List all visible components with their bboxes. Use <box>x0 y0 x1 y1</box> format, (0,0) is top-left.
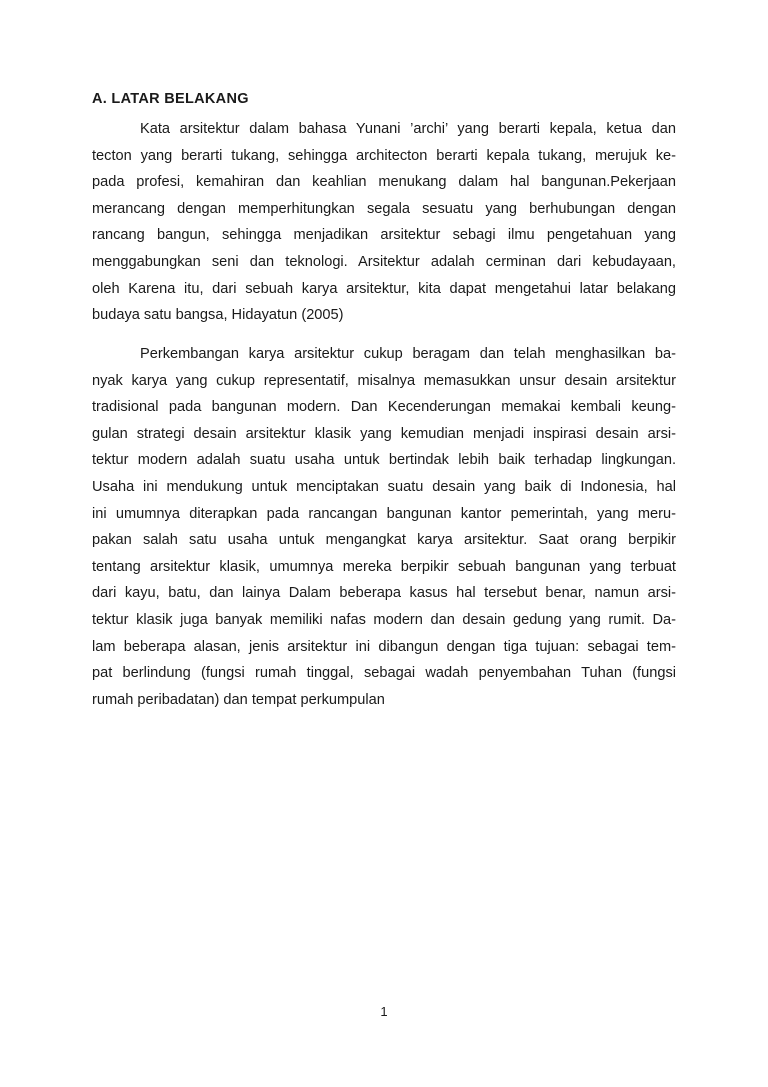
paragraph-line: merancang dengan memperhitungkan segala sesuatu yang berhubungan dengan <box>92 200 676 217</box>
paragraph-line: rumah peribadatan) dan tempat perkumpulan <box>92 691 385 708</box>
paragraph-line: budaya satu bangsa, Hidayatun (2005) <box>92 307 344 324</box>
paragraph-line: pakan salah satu usaha untuk mengangkat karya arsitektur. Saat orang berpikir <box>92 532 676 549</box>
paragraph-1 <box>92 116 676 329</box>
paragraph-line: gulan strategi desain arsitektur klasik yang kemudian menjadi inspirasi desain arsi- <box>92 425 676 442</box>
paragraph-line: tradisional pada bangunan modern. Dan Kecenderungan memakai kembali keung- <box>92 399 676 416</box>
paragraph-line: oleh Karena itu, dari sebuah karya arsitektur, kita dapat mengetahui latar belakang <box>92 280 676 297</box>
paragraph-line: menggabungkan seni dan teknologi. Arsitektur adalah cerminan dari kebudayaan, <box>92 253 676 270</box>
section-heading: A. LATAR BELAKANG <box>92 91 249 107</box>
paragraph-line: dari kayu, batu, dan lainya Dalam beberapa kasus hal tersebut benar, namun arsi- <box>92 585 676 602</box>
paragraph-line: pada profesi, kemahiran dan keahlian menukang dalam hal bangunan.Pekerjaan <box>92 174 676 191</box>
paragraph-line: tecton yang berarti tukang, sehingga architecton berarti kepala tukang, merujuk ke- <box>92 147 676 164</box>
paragraph-line: tektur modern adalah suatu usaha untuk bertindak lebih baik terhadap lingkungan. <box>92 452 676 469</box>
paragraph-line: nyak karya yang cukup representatif, misalnya memasukkan unsur desain arsitektur <box>92 372 676 389</box>
paragraph-2 <box>92 341 676 713</box>
paragraph-line: Kata arsitektur dalam bahasa Yunani ’archi’ yang berarti kepala, ketua dan <box>140 121 676 137</box>
paragraph-line: tektur klasik juga banyak memiliki nafas modern dan desain gedung yang rumit. Da- <box>92 611 676 628</box>
paragraph-line: Usaha ini mendukung untuk menciptakan suatu desain yang baik di Indonesia, hal <box>92 478 676 495</box>
paragraph-line: rancang bangun, sehingga menjadikan arsitektur sebagi ilmu pengetahuan yang <box>92 227 676 244</box>
paragraph-line: pat berlindung (fungsi rumah tinggal, sebagai wadah penyembahan Tuhan (fungsi <box>92 665 676 682</box>
page-number: 1 <box>380 1004 388 1019</box>
paragraph-line: tentang arsitektur klasik, umumnya mereka berpikir sebuah bangunan yang terbuat <box>92 558 676 575</box>
paragraph-line: lam beberapa alasan, jenis arsitektur ini dibangun dengan tiga tujuan: sebagai tem- <box>92 638 676 655</box>
paragraph-line: Perkembangan karya arsitektur cukup beragam dan telah menghasilkan ba- <box>140 346 676 362</box>
paragraph-line: ini umumnya diterapkan pada rancangan bangunan kantor pemerintah, yang meru- <box>92 505 676 522</box>
